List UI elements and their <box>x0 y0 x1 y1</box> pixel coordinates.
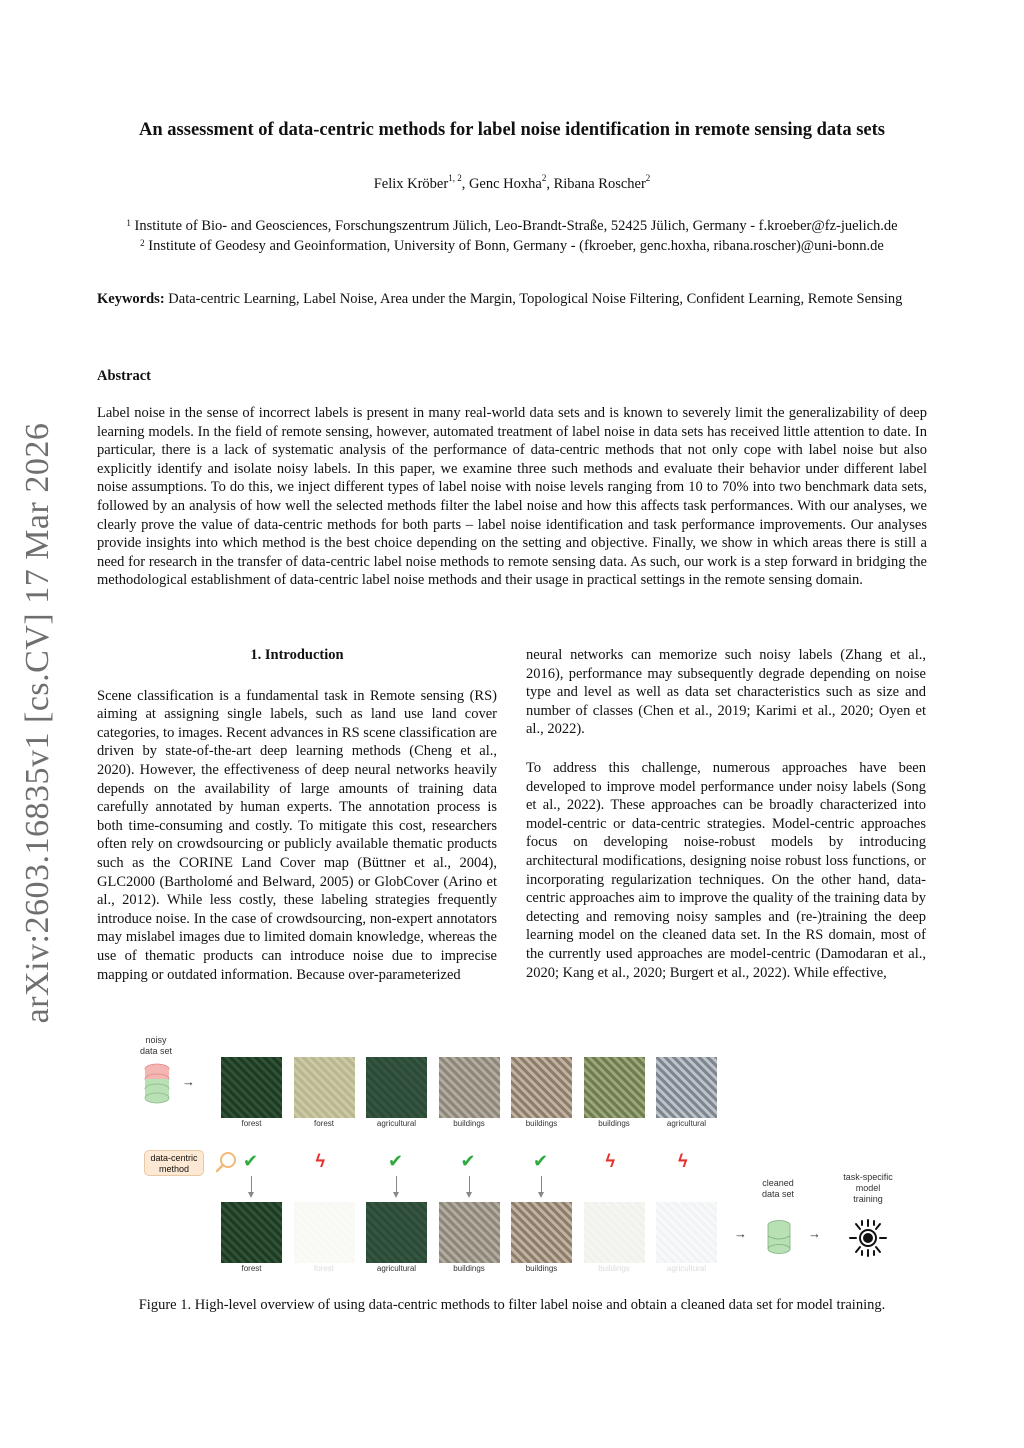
arxiv-id: arXiv:2603.16835v1 [cs.CV] 17 Mar 2026 <box>19 422 56 1024</box>
paragraph: Scene classification is a fundamental task in Remote sensing (RS) aiming at assigning single labels, such as land use land cover categories, to images. Recent advances in RS scene classification are driven by state-of-the-art deep learning methods (Cheng et al., 2020). However, the effectiveness of deep neural networks heavily depends on the availability of large amounts of training data carefully annotated by human experts. The annotation process is both time-consuming and costly. To mitigate this cost, researchers often rely on crowdsourcing or publicly available thematic products such as the CORINE Land Cover map (Büttner et al., 2004), GLC2000 (Bartholomé and Belward, 2005) or GlobCover (Arino et al., 2012). While less costly, these labeling strategies frequently introduce noise. In the case of crowdsourcing, non-expert annotators may mislabel images due to limited domain knowledge, whereas the use of thematic products can introduce noise due to imprecise mapping or outdated information. Because over-parameterized <box>97 687 497 983</box>
data-centric-method-box <box>144 1150 204 1176</box>
down-arrow-icon <box>469 1176 470 1196</box>
affiliation-mark: 2 <box>140 238 145 248</box>
removed-sample-image <box>584 1202 645 1263</box>
cleaned-sample-label: buildings <box>525 1264 558 1273</box>
check-icon: ✔ <box>533 1151 549 1171</box>
check-icon: ✔ <box>460 1151 476 1171</box>
noisy-sample-image <box>656 1057 717 1118</box>
neural-network-icon <box>848 1218 888 1258</box>
affiliation-text: Institute of Geodesy and Geoinformation, University of Bonn, Germany - (fkroeber, genc.hoxha, ribana.roscher)@uni-bonn.de <box>144 238 884 254</box>
abstract-text: Label noise in the sense of incorrect labels is present in many real-world data sets and is known to severely limit the generalizability of deep learning models. In the field of remote sensing, however, automated treatment of label noise in data sets has received little attention to date. In particular, there is a lack of systematic analysis of the performance of data-centric methods that not only cope with label noise but also explicitly identify and isolate noisy labels. In this paper, we examine three such methods and evaluate their behavior under different label noise assumptions. To do this, we inject different types of label noise with noise levels ranging from 10 to 70% into two benchmark data sets, followed by an analysis of how well the selected methods filter the label noise and how this affects task performances. With our analyses, we clearly prove the value of data-centric methods for both parts – label noise identification and task performance improvements. Our analyses provide insights into which method is the best choice depending on the setting and objective. Finally, we show in which areas there is still a need for research in the transfer of data-centric label noise methods to remote sensing data. As such, our work is a step forward in bridging the methodological establishment of data-centric label noise methods and their usage in practical settings in the remote sensing domain. <box>97 405 927 589</box>
cleaned-sample-label: agricultural <box>376 1264 417 1273</box>
author-name: , Ribana Roscher <box>546 176 646 192</box>
paragraph: To address this challenge, numerous approaches have been developed to improve model performance under noisy labels (Song et al., 2022). These approaches can be broadly characterized into model-centric or data-centric strategies. Model-centric approaches focus on developing noise-robust models by introducing architectural modifications, designing noise robust loss functions, or incorporating regularization techniques. On the other hand, data-centric approaches aim to improve the quality of the training data by detecting and removing noisy samples and (re-)training the deep learning model on the cleaned data set. In the RS domain, most of the currently used approaches are model-centric (Damodaran et al., 2020; Kang et al., 2020; Burgert et al., 2022). While effective, <box>526 759 926 981</box>
noisy-data-set-label: noisy data set <box>139 1035 173 1056</box>
cleaned-sample-label: forest <box>241 1264 262 1273</box>
keywords-label: Keywords: <box>97 291 165 307</box>
lightning-bolt-icon: ϟ <box>315 1151 326 1171</box>
author-affiliation-mark: 1, 2 <box>448 173 462 183</box>
author-name: , Genc Hoxha <box>461 176 542 192</box>
noisy-sample-label: buildings <box>525 1119 558 1128</box>
model-training-label: task-specific model training <box>843 1172 893 1204</box>
down-arrow-icon <box>251 1176 252 1196</box>
noisy-sample-image <box>294 1057 355 1118</box>
right-arrow-icon: → <box>734 1226 747 1241</box>
noisy-sample-image <box>221 1057 282 1118</box>
magnifier-icon <box>215 1150 239 1174</box>
method-label: data-centric method <box>150 1153 198 1174</box>
removed-sample-image <box>294 1202 355 1263</box>
noisy-sample-image <box>511 1057 572 1118</box>
cleaned-sample-label: agricultural <box>666 1264 707 1273</box>
noisy-sample-image <box>584 1057 645 1118</box>
kept-sample-image <box>511 1202 572 1263</box>
left-column <box>97 646 497 1004</box>
author-affiliation-mark: 2 <box>541 173 547 183</box>
kept-sample-image <box>366 1202 427 1263</box>
kept-sample-image <box>439 1202 500 1263</box>
abstract-heading: Abstract <box>97 368 151 384</box>
arxiv-sidebar-stamp <box>8 418 68 1028</box>
check-icon: ✔ <box>243 1151 259 1171</box>
section-heading-introduction: 1. Introduction <box>250 647 344 663</box>
cleaned-data-set-label: cleaned data set <box>761 1178 795 1199</box>
author-name: Felix Kröber <box>373 176 449 192</box>
cleaned-sample-label: buildings <box>453 1264 485 1273</box>
noisy-sample-label: agricultural <box>666 1119 707 1128</box>
cleaned-sample-label: forest <box>313 1264 334 1273</box>
noisy-database-icon <box>142 1063 172 1105</box>
keywords-text: Data-centric Learning, Label Noise, Area under the Margin, Topological Noise Filtering, Confident Learning, Remote Sensing <box>164 291 903 307</box>
noisy-sample-label: buildings <box>453 1119 485 1128</box>
author-list <box>60 173 964 193</box>
affiliation-line <box>60 216 964 236</box>
affiliation-mark: 1 <box>126 218 131 228</box>
noisy-sample-label: forest <box>313 1119 334 1128</box>
noisy-sample-image <box>366 1057 427 1118</box>
affiliations <box>60 216 964 256</box>
noisy-sample-image <box>439 1057 500 1118</box>
noisy-sample-label: agricultural <box>376 1119 417 1128</box>
affiliation-line <box>60 236 964 256</box>
down-arrow-icon <box>541 1176 542 1196</box>
noisy-sample-label: forest <box>241 1119 262 1128</box>
removed-sample-image <box>656 1202 717 1263</box>
figure-1 <box>120 1030 920 1280</box>
cleaned-database-icon <box>765 1220 793 1254</box>
paper-title: An assessment of data-centric methods for label noise identification in remote sensing data sets <box>139 120 885 140</box>
paragraph: neural networks can memorize such noisy labels (Zhang et al., 2016), performance may subsequently degrade depending on noise type and level as well as data set characteristics such as size and number of classes (Chen et al., 2019; Karimi et al., 2020; Oyen et al., 2022). <box>526 647 926 738</box>
keywords <box>97 290 927 309</box>
author-affiliation-mark: 2 <box>645 173 651 183</box>
check-icon: ✔ <box>388 1151 404 1171</box>
down-arrow-icon <box>396 1176 397 1196</box>
noisy-sample-label: buildings <box>598 1119 630 1128</box>
cleaned-sample-label: buildings <box>598 1264 630 1273</box>
kept-sample-image <box>221 1202 282 1263</box>
lightning-bolt-icon: ϟ <box>678 1151 688 1171</box>
right-column <box>526 646 926 1002</box>
figure-caption: Figure 1. High-level overview of using data-centric methods to filter label noise and obtain a cleaned data set for model training. <box>138 1297 886 1313</box>
right-arrow-icon: → <box>182 1074 195 1089</box>
lightning-bolt-icon: ϟ <box>605 1151 616 1171</box>
affiliation-text: Institute of Bio- and Geosciences, Forschungszentrum Jülich, Leo-Brandt-Straße, 52425 Jülich, Germany - f.kroeber@fz-juelich.de <box>130 218 898 234</box>
right-arrow-icon: → <box>808 1226 821 1241</box>
